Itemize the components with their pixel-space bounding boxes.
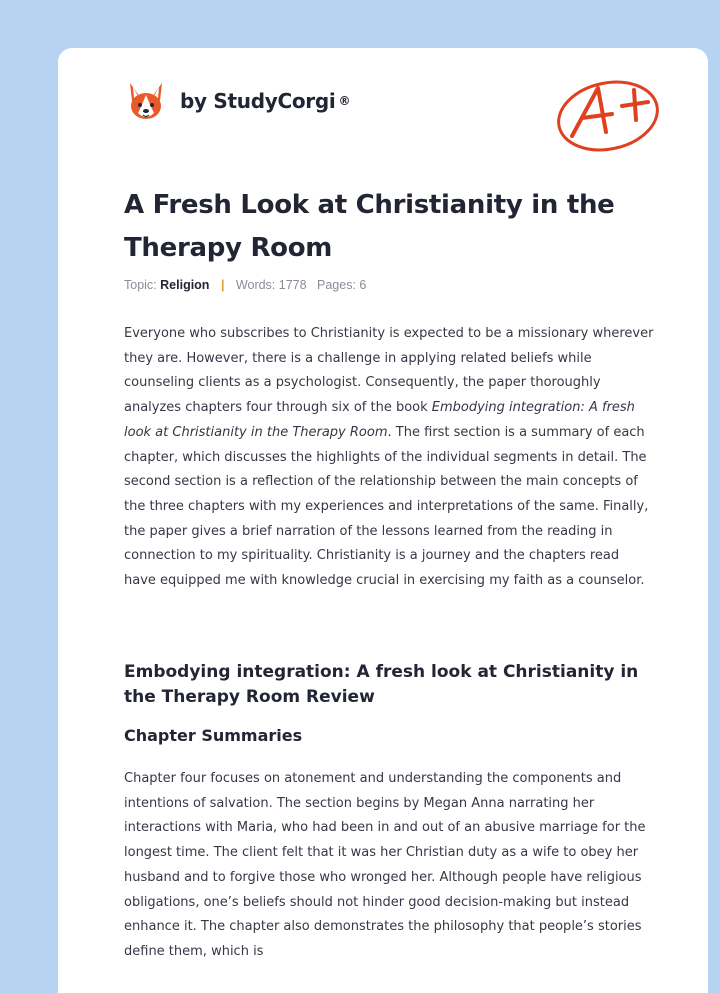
- intro-text-1: Everyone who subscribes to Christianity is expected to be a missionary wherever they are. However, there is a challenge in applying related beliefs while counseling clients as a psychologist. Consequently, the paper thoroughly analyzes chapters four through six of the book: [124, 326, 654, 416]
- topic-label: Topic:: [124, 278, 157, 292]
- document-page: [58, 48, 708, 993]
- chapter-summary-paragraph: Chapter four focuses on atonement and understanding the components and intentions of salvation. The section begins by Megan Anna narrating her interactions with Maria, who had been in and out of an abusive marriage for the longest time. The client felt that it was her Christian duty as a wife to obey her husband and to forgive those who wronged her. Although people have religious obligations, one’s beliefs should not hinder good decision-making but instead enhance it. The chapter also demonstrates the philosophy that people’s stories define them, which is: [124, 771, 646, 959]
- book-title: Embodying integration: A fresh look at Christianity in the Therapy Room: [124, 400, 635, 440]
- topic-link[interactable]: Religion: [160, 278, 210, 292]
- words-label: Words:: [235, 278, 276, 292]
- subsection-heading: Chapter Summaries: [124, 726, 303, 745]
- registered-mark: ®: [338, 94, 351, 108]
- brand-name: by StudyCorgi: [180, 89, 336, 113]
- pages-label: Pages:: [317, 278, 356, 292]
- pages-count: 6: [359, 278, 367, 292]
- words-count: 1778: [278, 278, 307, 292]
- brand-header[interactable]: [124, 78, 350, 124]
- a-plus-grade-icon: [552, 70, 670, 156]
- intro-paragraph: [124, 322, 654, 594]
- document-title: A Fresh Look at Christianity in the Therapy Room: [124, 190, 615, 263]
- corgi-logo-icon: [124, 79, 168, 123]
- document-meta: [124, 278, 366, 292]
- intro-text-2: . The first section is a summary of each chapter, which discusses the highlights of the individual segments in detail. The second section is a reflection of the relationship between the main concepts of the three chapters with my experiences and interpretations of the same. Finally, the paper gives a brief narration of the lessons learned from the reading in connection to my spirituality. Christianity is a journey and the chapters read have equipped me with knowledge crucial in exercising my faith as a counselor.: [124, 424, 649, 589]
- section-heading: Embodying integration: A fresh look at Christianity in the Therapy Room Review: [124, 662, 639, 707]
- meta-separator: |: [220, 278, 225, 292]
